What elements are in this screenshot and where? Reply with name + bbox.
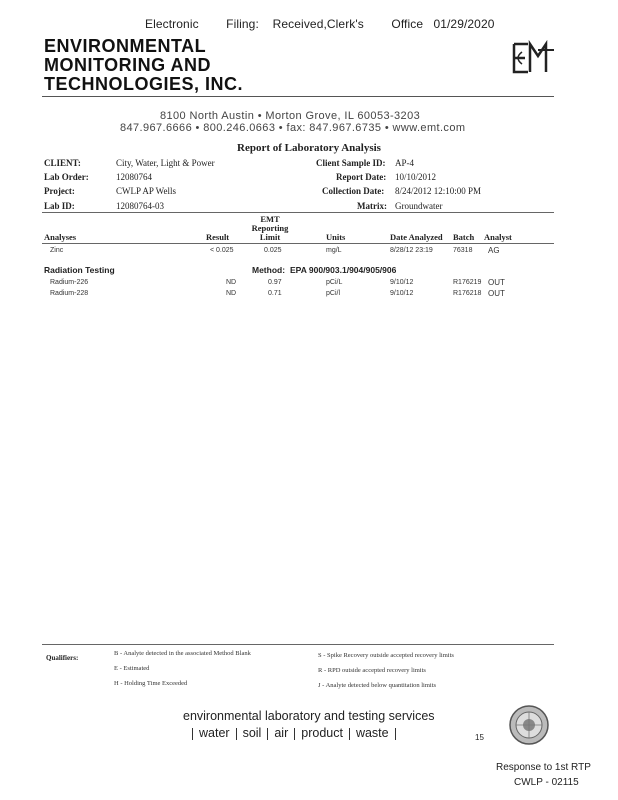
collection-date-label: Collection Date: <box>322 186 385 196</box>
filing-received: Received,Clerk's <box>272 17 364 31</box>
method-value: EPA 900/903.1/904/905/906 <box>290 265 397 275</box>
row-limit: 0.97 <box>268 279 282 286</box>
page-number: 15 <box>475 733 484 742</box>
tag-divider <box>294 728 295 740</box>
col-units: Units <box>326 232 346 242</box>
service-tags <box>186 726 402 740</box>
company-name-line-2: MONITORING AND <box>44 55 211 75</box>
footer-title: environmental laboratory and testing services <box>183 709 435 723</box>
qualifier-j: J - Analyte detected below quantitation limits <box>318 682 437 689</box>
col-analyses: Analyses <box>44 232 77 242</box>
row-date: 9/10/12 <box>390 279 414 286</box>
row-analysis: Zinc <box>50 247 64 254</box>
report-title: Report of Laboratory Analysis <box>237 142 381 154</box>
method-label: Method: <box>252 265 286 275</box>
client-sample-id-value: AP-4 <box>395 158 415 168</box>
lab-order-label: Lab Order: <box>44 172 89 182</box>
filing-word: Filing: <box>226 17 259 31</box>
tag-divider <box>395 728 396 740</box>
row-analyst: OUT <box>488 289 505 298</box>
col-batch: Batch <box>453 232 475 242</box>
filing-stamp <box>145 17 495 31</box>
row-analysis: Radium-226 <box>50 279 89 286</box>
company-name-line-1: ENVIRONMENTAL <box>44 36 207 56</box>
project-value: CWLP AP Wells <box>116 186 176 196</box>
filing-office: Office <box>391 17 424 31</box>
tag-divider <box>349 728 350 740</box>
document-id: CWLP - 02115 <box>514 777 579 788</box>
logo-text <box>508 38 510 39</box>
col-limit-line-2: Reporting <box>251 223 289 233</box>
row-batch: R176218 <box>453 290 482 297</box>
emt-logo <box>508 38 558 78</box>
row-limit: 0.71 <box>268 290 282 297</box>
qualifier-e: E - Estimated <box>114 665 150 672</box>
report-date-value: 10/10/2012 <box>395 172 437 182</box>
section-title: Radiation Testing <box>44 265 115 275</box>
matrix-value: Groundwater <box>395 201 443 211</box>
tag-divider <box>192 728 193 740</box>
tag-water: water <box>199 726 230 740</box>
col-date: Date Analyzed <box>390 232 443 242</box>
row-batch: R176219 <box>453 279 482 286</box>
qualifier-b: B - Analyte detected in the associated Method Blank <box>114 650 251 657</box>
col-limit-line-3: Limit <box>259 232 281 242</box>
row-analyst: AG <box>488 246 500 255</box>
qualifier-h: H - Holding Time Exceeded <box>114 680 188 687</box>
tag-divider <box>236 728 237 740</box>
row-date: 9/10/12 <box>390 290 414 297</box>
emt-logo-mark <box>508 38 558 78</box>
qualifier-r: R - RPD outside accepted recovery limits <box>318 667 426 674</box>
response-note: Response to 1st RTP <box>496 762 591 773</box>
tag-divider <box>267 728 268 740</box>
row-result: ND <box>226 290 237 297</box>
lab-id-value: 12080764-03 <box>116 201 164 211</box>
qualifiers-rule <box>42 644 554 645</box>
col-limit <box>244 215 296 242</box>
row-units: pCi/l <box>326 290 341 297</box>
col-limit-line-1: EMT <box>260 214 280 224</box>
company-name-line-3: TECHNOLOGIES, INC. <box>44 74 244 94</box>
qualifiers-label: Qualifiers: <box>46 654 79 662</box>
address: 8100 North Austin • Morton Grove, IL 60053-3203 <box>160 110 421 122</box>
row-batch: 76318 <box>453 247 473 254</box>
qualifier-s: S - Spike Recovery outside accepted recovery limits <box>318 652 454 659</box>
accreditation-seal <box>508 704 550 751</box>
client-label: CLIENT: <box>44 158 81 168</box>
row-analyst: OUT <box>488 278 505 287</box>
col-result: Result <box>206 232 230 242</box>
tag-product: product <box>301 726 343 740</box>
contact-info: 847.967.6666 • 800.246.0663 • fax: 847.967.6735 • www.emt.com <box>120 122 466 134</box>
seal-icon <box>508 704 550 746</box>
tag-waste: waste <box>355 726 389 740</box>
row-limit: 0.025 <box>264 247 282 254</box>
row-result: < 0.025 <box>210 247 234 254</box>
header-underline <box>42 243 554 244</box>
filing-label: Electronic <box>145 17 199 31</box>
client-sample-id-label: Client Sample ID: <box>316 158 386 168</box>
col-analyst: Analyst <box>484 232 512 242</box>
tag-soil: soil <box>242 726 262 740</box>
row-result: ND <box>226 279 237 286</box>
header-rule <box>42 96 554 97</box>
row-units: pCi/L <box>326 279 343 286</box>
collection-date-value: 8/24/2012 12:10:00 PM <box>395 186 482 196</box>
row-date: 8/28/12 23:19 <box>390 247 433 254</box>
tag-air: air <box>274 726 289 740</box>
client-value: City, Water, Light & Power <box>116 158 215 168</box>
fields-rule <box>42 212 554 213</box>
filing-date: 01/29/2020 <box>433 17 495 31</box>
lab-order-value: 12080764 <box>116 172 152 182</box>
row-units: mg/L <box>326 247 342 254</box>
project-label: Project: <box>44 186 75 196</box>
lab-id-label: Lab ID: <box>44 201 75 211</box>
row-analysis: Radium-228 <box>50 290 89 297</box>
matrix-label: Matrix: <box>357 201 387 211</box>
report-date-label: Report Date: <box>336 172 387 182</box>
